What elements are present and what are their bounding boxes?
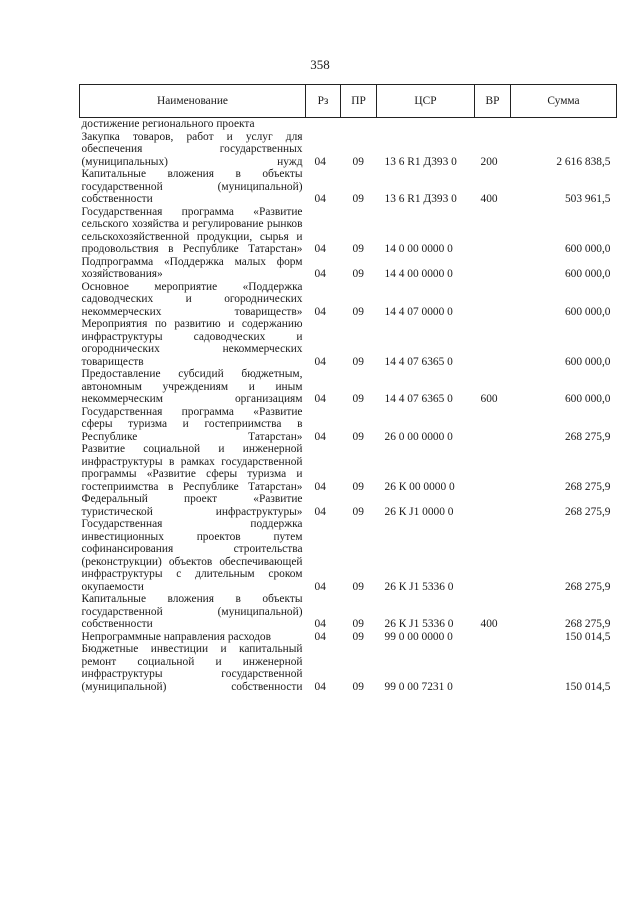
row-pr: 09 — [352, 680, 364, 693]
row-rz: 04 — [314, 505, 326, 518]
header-csr: ЦСР — [377, 85, 475, 118]
table-row — [80, 643, 617, 693]
table-row — [80, 518, 617, 593]
row-rz: 04 — [314, 268, 326, 280]
table-row — [80, 493, 617, 518]
row-rz: 04 — [314, 243, 326, 255]
row-csr: 99 0 00 0000 0 — [384, 630, 453, 643]
row-rz: 04 — [314, 430, 326, 443]
table-row — [80, 206, 617, 256]
header-rz: Рз — [306, 85, 341, 118]
row-vr — [475, 281, 511, 319]
row-sum: 268 275,9 — [564, 505, 611, 518]
row-csr — [377, 118, 475, 131]
row-csr: 14 0 00 0000 0 — [384, 243, 453, 255]
row-pr: 09 — [352, 430, 364, 443]
row-vr — [475, 318, 511, 368]
row-vr — [475, 643, 511, 693]
row-vr: 400 — [480, 193, 498, 205]
header-name: Наименование — [80, 85, 306, 118]
page-number: 358 — [310, 57, 330, 72]
row-pr: 09 — [352, 580, 364, 593]
row-pr: 09 — [352, 268, 364, 280]
row-pr: 09 — [352, 355, 364, 368]
row-sum: 150 014,5 — [564, 680, 611, 693]
row-name: Предоставление субсидий бюджетным, автономным учреждениям и иным некоммерческим организациям — [81, 368, 303, 405]
row-pr: 09 — [352, 243, 364, 255]
row-pr: 09 — [352, 305, 364, 318]
row-vr — [475, 206, 511, 256]
row-pr: 09 — [352, 193, 364, 205]
row-pr: 09 — [352, 155, 364, 168]
row-name: Государственная поддержка инвестиционных проектов путем софинансирования строительства (реконструкции) объектов обеспечивающей инфраструктуры с длительным сроком окупаемости — [81, 518, 303, 593]
row-rz: 04 — [314, 480, 326, 493]
table-row — [80, 281, 617, 319]
row-pr: 09 — [352, 393, 364, 405]
row-csr: 26 К 00 0000 0 — [384, 480, 455, 493]
row-csr: 26 К J1 5336 0 — [384, 580, 454, 593]
row-rz: 04 — [314, 580, 326, 593]
row-rz: 04 — [314, 630, 326, 643]
row-csr: 26 К J1 0000 0 — [384, 505, 454, 518]
row-rz: 04 — [314, 393, 326, 405]
row-csr: 13 6 R1 Д393 0 — [384, 155, 457, 168]
row-rz: 04 — [314, 155, 326, 168]
row-csr: 14 4 00 0000 0 — [384, 268, 453, 280]
row-sum: 268 275,9 — [564, 430, 611, 443]
row-name: Развитие социальной и инженерной инфраструктуры в рамках государственной программы «Развитие сферы туризма и гостеприимства в Республике Татарстан» — [81, 443, 303, 493]
table-row — [80, 131, 617, 169]
row-rz: 04 — [314, 680, 326, 693]
row-csr: 26 К J1 5336 0 — [384, 618, 454, 630]
row-rz: 04 — [314, 305, 326, 318]
row-sum: 268 275,9 — [564, 580, 611, 593]
row-sum: 268 275,9 — [564, 480, 611, 493]
row-sum: 150 014,5 — [564, 630, 611, 643]
row-sum: 600 000,0 — [564, 268, 611, 280]
row-csr: 14 4 07 0000 0 — [384, 305, 453, 318]
row-vr: 200 — [480, 155, 498, 168]
row-csr: 13 6 R1 Д393 0 — [384, 193, 457, 205]
row-rz — [306, 118, 341, 131]
row-pr — [341, 118, 377, 131]
row-csr: 14 4 07 6365 0 — [384, 393, 453, 405]
row-sum: 600 000,0 — [564, 243, 611, 255]
row-sum: 268 275,9 — [564, 618, 611, 630]
row-sum: 600 000,0 — [564, 393, 611, 405]
row-sum: 503 961,5 — [564, 193, 611, 205]
row-csr: 14 4 07 6365 0 — [384, 355, 453, 368]
row-vr: 400 — [480, 618, 498, 630]
table-row — [80, 631, 617, 644]
table-row — [80, 443, 617, 493]
table-header-row — [80, 85, 617, 118]
row-rz: 04 — [314, 355, 326, 368]
header-sum: Сумма — [511, 85, 617, 118]
row-vr — [475, 493, 511, 518]
row-sum: 600 000,0 — [564, 355, 611, 368]
table-row — [80, 406, 617, 444]
row-name: Капитальные вложения в объекты государственной (муниципальной) собственности — [81, 593, 303, 630]
row-vr — [475, 631, 511, 644]
row-name: Федеральный проект «Развитие туристической инфраструктуры» — [81, 493, 303, 518]
row-csr: 99 0 00 7231 0 — [384, 680, 453, 693]
table-row — [80, 168, 617, 206]
row-vr — [475, 406, 511, 444]
header-pr: ПР — [341, 85, 377, 118]
row-rz: 04 — [314, 193, 326, 205]
table-row — [80, 118, 617, 131]
row-name: Закупка товаров, работ и услуг для обеспечения государственных (муниципальных) нужд — [81, 130, 303, 168]
row-name: Основное мероприятие «Поддержка садоводческих и огороднических некоммерческих товариществ» — [81, 280, 303, 318]
row-name: Капитальные вложения в объекты государственной (муниципальной) собственности — [81, 168, 303, 205]
table-row — [80, 368, 617, 406]
row-name: Бюджетные инвестиции и капитальный ремонт социальной и инженерной инфраструктуры государственной (муниципальной) собственности — [81, 643, 303, 693]
table-row — [80, 256, 617, 281]
row-vr — [475, 256, 511, 281]
row-pr: 09 — [352, 505, 364, 518]
budget-table — [79, 84, 617, 693]
header-vr: ВР — [475, 85, 511, 118]
budget-table-container — [79, 84, 616, 693]
row-name: Государственная программа «Развитие сферы туризма и гостеприимства в Республике Татарстан» — [81, 405, 303, 443]
row-sum — [511, 118, 617, 131]
row-sum: 600 000,0 — [564, 305, 611, 318]
row-name: Мероприятия по развитию и содержанию инфраструктуры садоводческих и огороднических некоммерческих товариществ — [81, 318, 303, 368]
table-row — [80, 593, 617, 631]
row-name: Непрограммные направления расходов — [81, 630, 272, 643]
row-name: достижение регионального проекта — [81, 118, 255, 130]
row-sum: 2 616 838,5 — [556, 155, 611, 168]
row-pr: 09 — [352, 618, 364, 630]
row-vr — [475, 443, 511, 493]
row-pr: 09 — [352, 480, 364, 493]
row-name: Подпрограмма «Поддержка малых форм хозяйствования» — [81, 255, 303, 280]
row-rz: 04 — [314, 618, 326, 630]
row-name: Государственная программа «Развитие сельского хозяйства и регулирование рынков сельскохозяйственной продукции, сырья и продовольствия в Республике Татарстан» — [81, 205, 303, 255]
row-vr: 600 — [480, 393, 498, 405]
row-vr — [475, 118, 511, 131]
row-vr — [475, 518, 511, 593]
row-csr: 26 0 00 0000 0 — [384, 430, 453, 443]
table-row — [80, 318, 617, 368]
row-pr: 09 — [352, 630, 364, 643]
